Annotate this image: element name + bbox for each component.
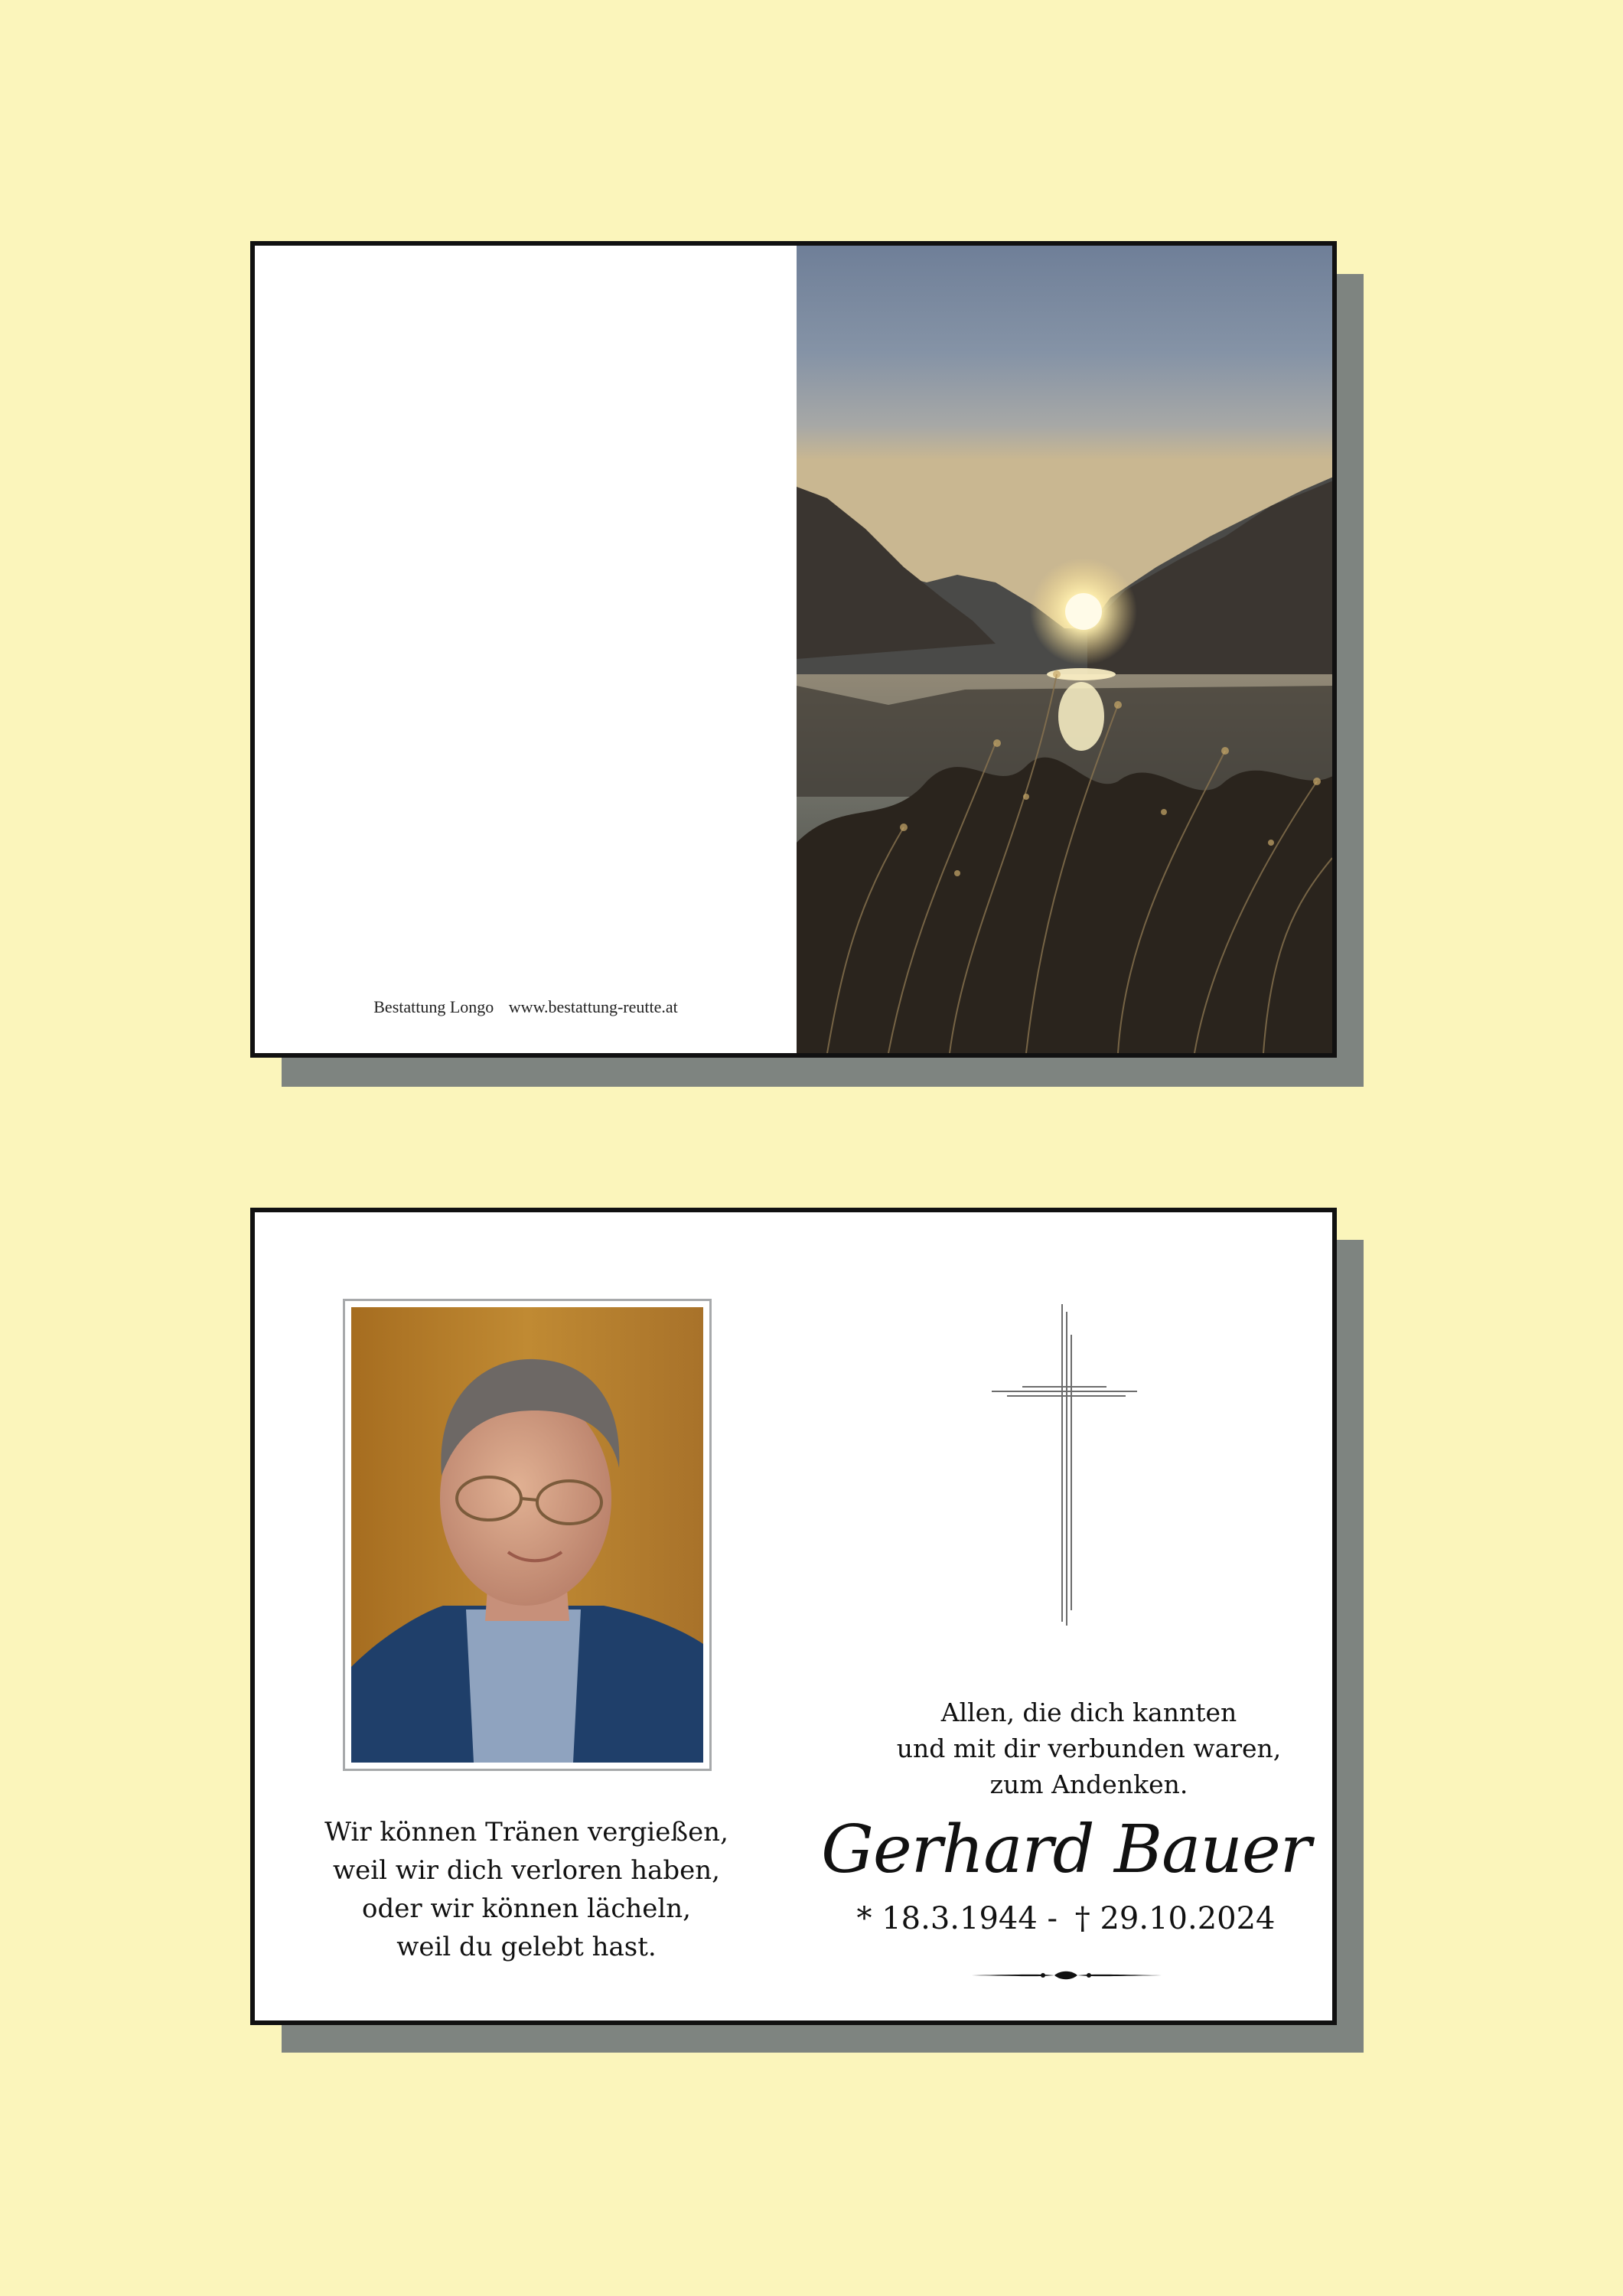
verse-line: weil du gelebt hast.: [396, 1932, 657, 1962]
dedication-line: zum Andenken.: [989, 1769, 1188, 1799]
life-dates: [790, 1901, 1337, 1936]
memorial-verse: [301, 1813, 752, 1966]
portrait-photo-frame: [343, 1299, 712, 1771]
dedication-text: [852, 1694, 1326, 1802]
birth-date: * 18.3.1944 -: [856, 1901, 1058, 1936]
cross-icon: [992, 1304, 1137, 1626]
funeral-home-footer: [255, 997, 797, 1017]
back-cover-panel: [255, 246, 797, 1053]
dedication-line: und mit dir verbunden waren,: [896, 1733, 1282, 1763]
funeral-home-name: Bestattung Longo: [373, 997, 494, 1016]
divider-ornament-icon: [970, 1968, 1162, 1983]
inside-card: [250, 1208, 1337, 2025]
verse-line: weil wir dich verloren haben,: [333, 1855, 720, 1886]
cover-landscape-photo: [797, 246, 1337, 1053]
deceased-name: Gerhard Bauer: [821, 1812, 1311, 1888]
front-card: [250, 241, 1337, 1058]
verse-line: Wir können Tränen vergießen,: [324, 1817, 728, 1848]
verse-line: oder wir können lächeln,: [362, 1893, 691, 1924]
portrait-photo: [351, 1307, 703, 1763]
death-date: † 29.10.2024: [1074, 1901, 1276, 1936]
funeral-home-website: www.bestattung-reutte.at: [508, 997, 678, 1016]
dedication-line: Allen, die dich kannten: [940, 1698, 1237, 1727]
